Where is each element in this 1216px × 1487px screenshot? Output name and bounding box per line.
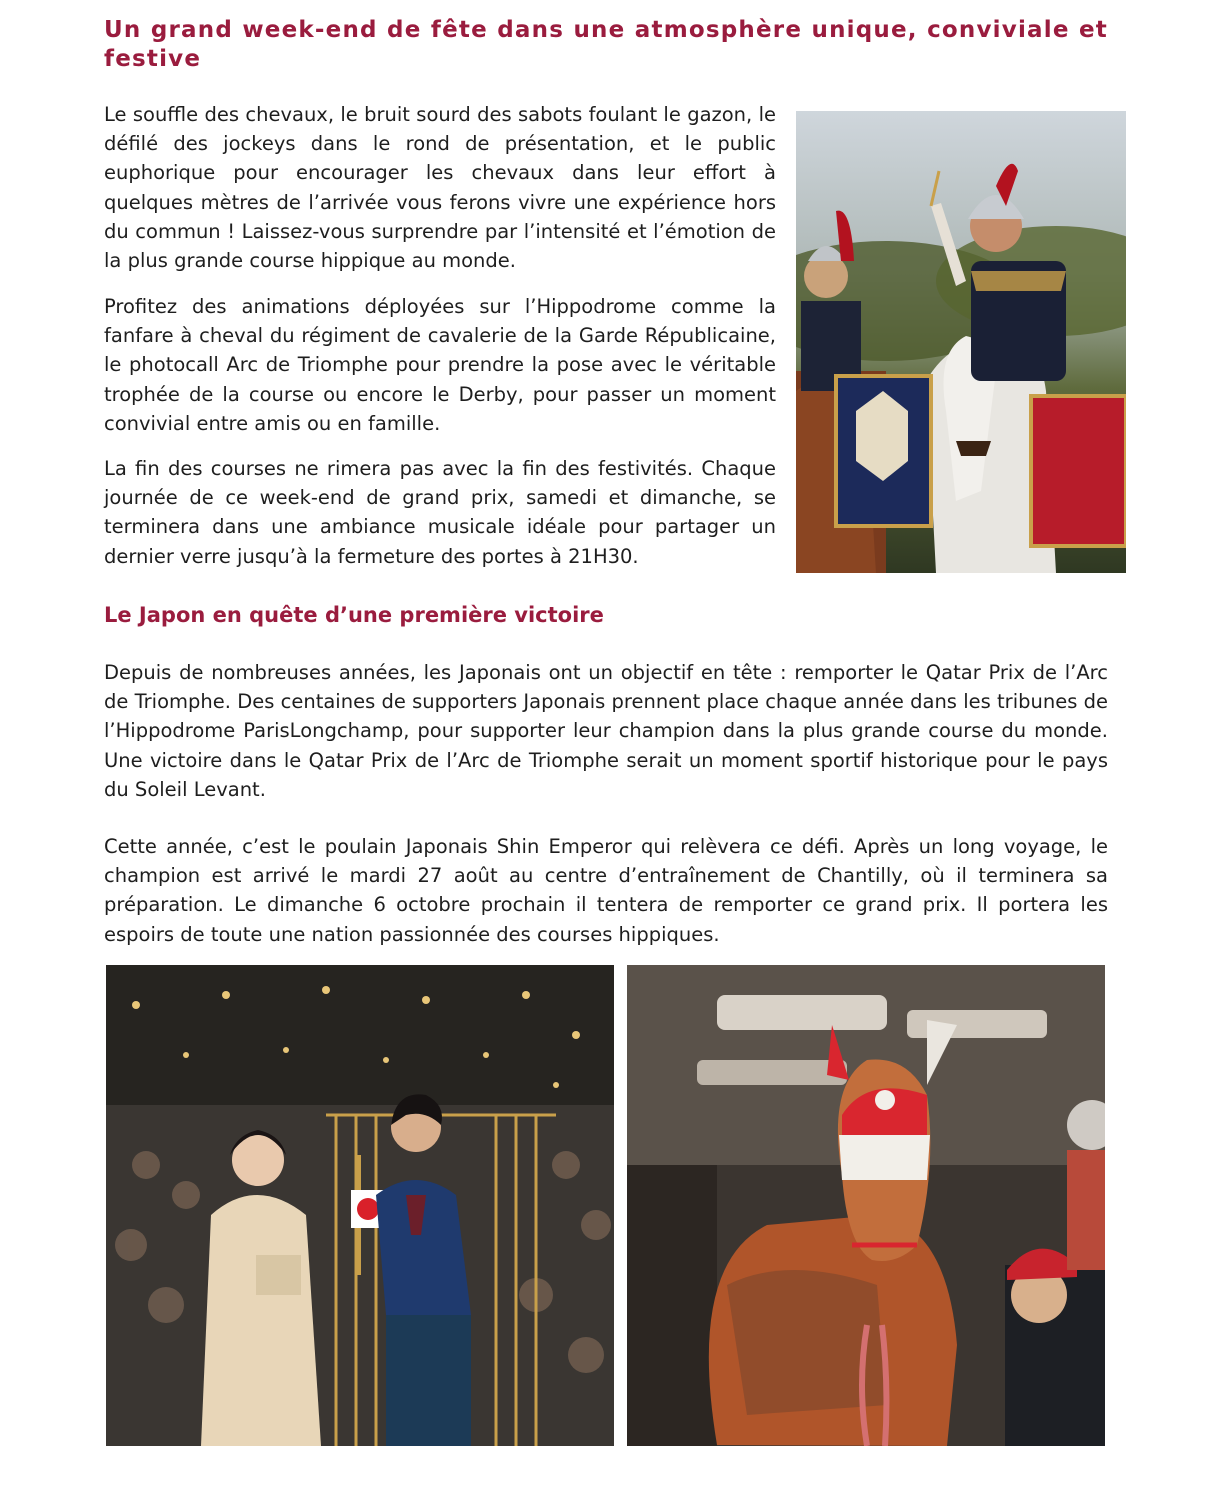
photo-japanese-supporters [106,965,614,1446]
section-heading-japan: Le Japon en quête d’une première victoire [104,603,604,627]
photo-shin-emperor-horse [627,965,1105,1446]
paragraph-animations: Profitez des animations déployées sur l’Hippodrome comme la fanfare à cheval du régiment de cavalerie de la Garde Républicaine, le photocall Arc de Triomphe pour prendre la pose avec le véritable trophée de la course ou encore le Derby, pour passer un moment convivial entre amis ou en famille. [104,295,776,435]
section-heading-festive-weekend: Un grand week-end de fête dans une atmosphère unique, conviviale et festive [104,17,1108,72]
photo-garde-republicaine [796,111,1126,573]
paragraph-japan-objective: Depuis de nombreuses années, les Japonais ont un objectif en tête : remporter le Qatar Prix de l’Arc de Triomphe. Des centaines de supporters Japonais prennent place chaque année dans les tribunes de l’Hippodrome ParisLongchamp, pour supporter leur champion dans la plus grande course du monde. Une victoire dans le Qatar Prix de l’Arc de Triomphe serait un moment sportif historique pour le pays du Soleil Levant. [104,661,1108,801]
paragraph-festivities: La fin des courses ne rimera pas avec la fin des festivités. Chaque journée de ce week-end de grand prix, samedi et dimanche, se terminera dans une ambiance musicale idéale pour partager un dernier verre jusqu’à la fermeture des portes à 21H30. [104,457,776,568]
paragraph-shin-emperor: Cette année, c’est le poulain Japonais Shin Emperor qui relèvera ce défi. Après un long voyage, le champion est arrivé le mardi 27 août au centre d’entraînement de Chantilly, où il terminera sa préparation. Le dimanche 6 octobre prochain il tentera de remporter ce grand prix. Il portera les espoirs de toute une nation passionnée des courses hippiques. [104,835,1108,946]
paragraph-atmosphere: Le souffle des chevaux, le bruit sourd des sabots foulant le gazon, le défilé des jockeys dans le rond de présentation, et le public euphorique pour encourager les chevaux dans leur effort à quelques mètres de l’arrivée vous ferons vivre une expérience hors du commun ! Laissez-vous surprendre par l’intensité et l’émotion de la plus grande course hippique au monde. [104,103,776,273]
